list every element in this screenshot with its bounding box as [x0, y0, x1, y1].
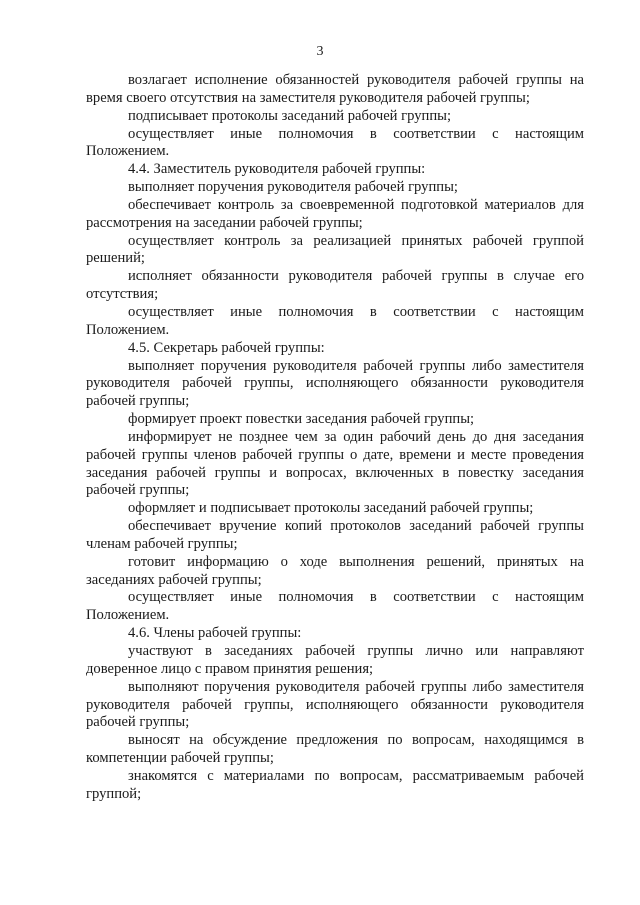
- paragraph: осуществляет иные полномочия в соответствии с настоящим Положением.: [86, 303, 584, 338]
- paragraph: готовит информацию о ходе выполнения решений, принятых на заседаниях рабочей группы;: [86, 553, 584, 588]
- section-heading: 4.6. Члены рабочей группы:: [128, 625, 302, 642]
- section-heading: 4.4. Заместитель руководителя рабочей группы:: [128, 161, 426, 178]
- paragraph: выполняет поручения руководителя рабочей группы либо заместителя руководителя рабочей группы, исполняющего обязанности руководителя рабочей группы;: [86, 357, 584, 410]
- paragraph: исполняет обязанности руководителя рабочей группы в случае его отсутствия;: [86, 268, 584, 303]
- paragraph: участвуют в заседаниях рабочей группы лично или направляют доверенное лицо с правом принятия решения;: [86, 643, 584, 677]
- paragraph: выполняет поручения руководителя рабочей группы;: [128, 179, 458, 196]
- paragraph: формирует проект повестки заседания рабочей группы;: [128, 411, 475, 428]
- paragraph: информирует не позднее чем за один рабочий день до дня заседания рабочей группы членов рабочей группы о дате, времени и месте проведения заседания рабочей группы и вопросах, включенных в повестку заседания рабочей группы;: [86, 428, 584, 499]
- paragraph: выносят на обсуждение предложения по вопросам, находящимся в компетенции рабочей группы;: [86, 732, 584, 767]
- paragraph: возлагает исполнение обязанностей руководителя рабочей группы на время своего отсутствия на заместителя руководителя рабочей группы;: [86, 72, 584, 106]
- paragraph: выполняют поручения руководителя рабочей группы либо заместителя руководителя рабочей группы, исполняющего обязанности руководителя рабочей группы;: [86, 678, 584, 731]
- paragraph: оформляет и подписывает протоколы заседаний рабочей группы;: [128, 500, 534, 517]
- paragraph: знакомятся с материалами по вопросам, рассматриваемым рабочей группой;: [86, 767, 584, 802]
- page-number: 3: [316, 44, 324, 59]
- document-body: [86, 72, 584, 804]
- paragraph: обеспечивает контроль за своевременной подготовкой материалов для рассмотрения на заседании рабочей группы;: [86, 196, 584, 231]
- paragraph: обеспечивает вручение копий протоколов заседаний рабочей группы членам рабочей группы;: [86, 518, 584, 552]
- paragraph: осуществляет контроль за реализацией принятых рабочей группой решений;: [86, 232, 584, 267]
- section-heading: 4.5. Секретарь рабочей группы:: [128, 339, 325, 356]
- paragraph: осуществляет иные полномочия в соответствии с настоящим Положением.: [86, 589, 584, 624]
- paragraph: осуществляет иные полномочия в соответствии с настоящим Положением.: [86, 125, 584, 160]
- paragraph: подписывает протоколы заседаний рабочей группы;: [128, 107, 451, 124]
